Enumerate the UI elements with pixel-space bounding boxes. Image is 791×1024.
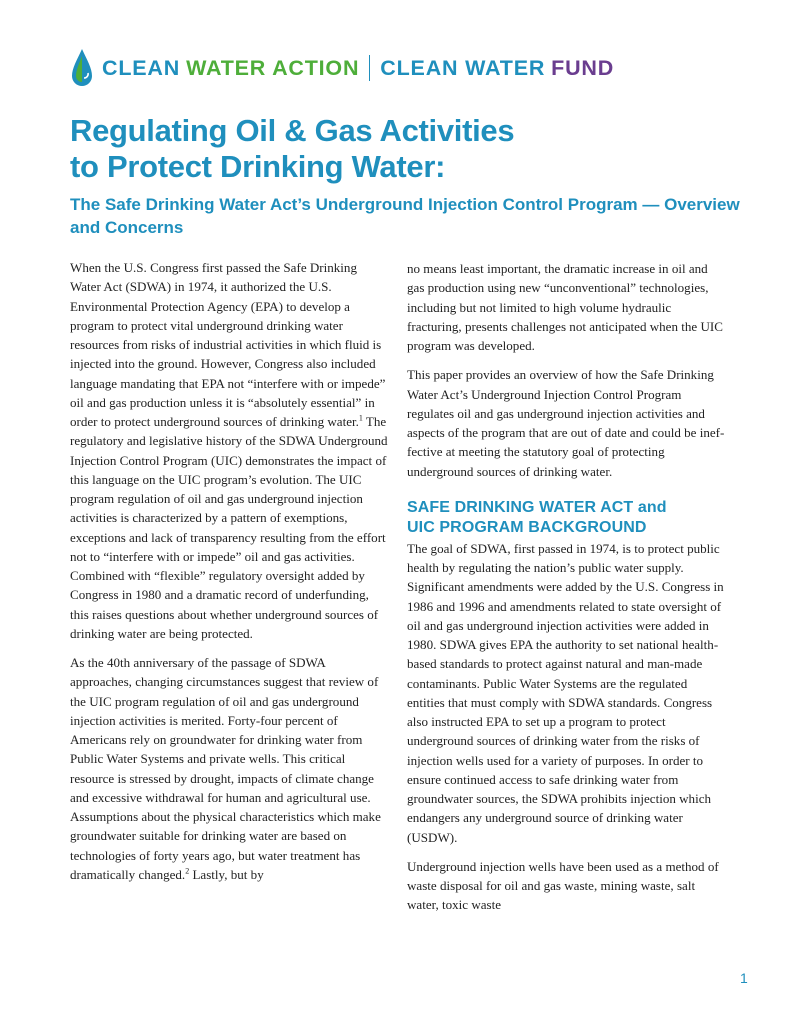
organization-logo	[70, 46, 614, 90]
logo-divider	[369, 55, 370, 81]
logo-text-fund: FUND	[551, 55, 615, 80]
document-title	[70, 113, 730, 185]
logo-text-clean-water: CLEAN WATER	[380, 55, 546, 80]
logo-text-water-action: WATER ACTION	[186, 55, 360, 80]
paragraph-text: Lastly, but by	[189, 866, 264, 882]
paragraph-overview: This paper provides an overview of how the Safe Drinking Water Act’s Underground Injection Control Program regulates oil and gas underground injection activities and aspects of the program that are out of date and could be ineffective at meeting the statutory goal of protecting underground sources of drinking water.	[407, 367, 725, 479]
section-heading-line-2: UIC PROGRAM BACKGROUND	[407, 518, 647, 536]
water-drop-icon	[70, 48, 94, 88]
paragraph-injection-wells: Underground injection wells have been used as a method of waste disposal for oil and gas waste, mining waste, salt water, toxic waste	[407, 858, 719, 913]
footnote-marker-1: 1	[358, 413, 363, 423]
paragraph-text: The regulatory and legislative history of the SDWA Underground Injection Control Program (UIC) demonstrates the impact of this language on the UIC program’s evolution. The UIC program regulation of oil and gas underground injection activities is characterized by a pattern of exemptions, exceptions and lack of transparency resulting from the effort not to “interfere with or impede” oil and gas activities. Combined with “flexible” regulatory oversight added by Congress in 1980 and a dramatic record of underfunding, this raises questions about whether underground sources of drinking water are being protected.	[70, 414, 388, 641]
footnote-marker-2: 2	[185, 866, 190, 876]
paragraph-sdwa-goal: The goal of SDWA, first passed in 1974, is to protect public health by regulating the nation’s public water supply. Significant amendments were added by the U.S. Congress in 1986 and 1996 and amendments related to state oversight of oil and gas underground injection activities were added in 1980. SDWA gives EPA the authority to set national health-based standards to protect against natural and man-made contaminants. Public Water Systems are the regulated entities that must comply with SDWA standards. Congress also instructed EPA to set up a program to protect underground sources of drinking water from the risks of injection wells used for a variety of purposes. In order to ensure continued access to safe drinking water from groundwater sources, the SDWA prohibits injection which endangers any underground source of drinking water (USDW).	[407, 540, 724, 845]
section-heading	[407, 498, 725, 538]
paragraph-anniversary	[70, 653, 388, 884]
document-subtitle: The Safe Drinking Water Act’s Underground Injection Control Program — Overview and Concerns	[70, 195, 740, 237]
title-line-1: Regulating Oil & Gas Activities	[70, 113, 515, 148]
paragraph-text: When the U.S. Congress first passed the Safe Drinking Water Act (SDWA) in 1974, it authorized the U.S. Environmental Protection Agency (EPA) to develop a program to protect vital underground drinking water resources from risks of industrial activities in which fluid is injected into the ground. However, Congress also included language mandating that EPA not “interfere with or impede” oil and gas production unless it is “absolutely essential” in order to protect underground sources of drinking water.	[70, 260, 386, 429]
section-heading-line-1: SAFE DRINKING WATER ACT and	[407, 498, 667, 516]
page-number: 1	[740, 970, 748, 986]
right-text-column	[407, 259, 725, 925]
logo-text-clean: CLEAN	[102, 55, 181, 80]
paragraph-intro	[70, 258, 388, 643]
paragraph-continuation: no means least important, the dramatic increase in oil and gas production using new “unconventional” technologies, including but not limited to high volume hydraulic fracturing, presents challenges not anticipated when the UIC program was developed.	[407, 261, 723, 353]
paragraph-text: As the 40th anniversary of the passage of SDWA approaches, changing circumstances suggest that review of the UIC program regulation of oil and gas underground injection activities is merited. Forty-four percent of Americans rely on groundwater for drinking water from Public Water Systems and private wells. This critical resource is stressed by drought, impacts of climate change and excessive withdrawal for human and agricultural use. Assumptions about the physical characteristics which make groundwater suitable for drinking water are based on technologies of forty years ago, but water treatment has dramatically changed.	[70, 655, 381, 882]
title-line-2: to Protect Drinking Water:	[70, 149, 446, 184]
left-text-column	[70, 258, 388, 894]
